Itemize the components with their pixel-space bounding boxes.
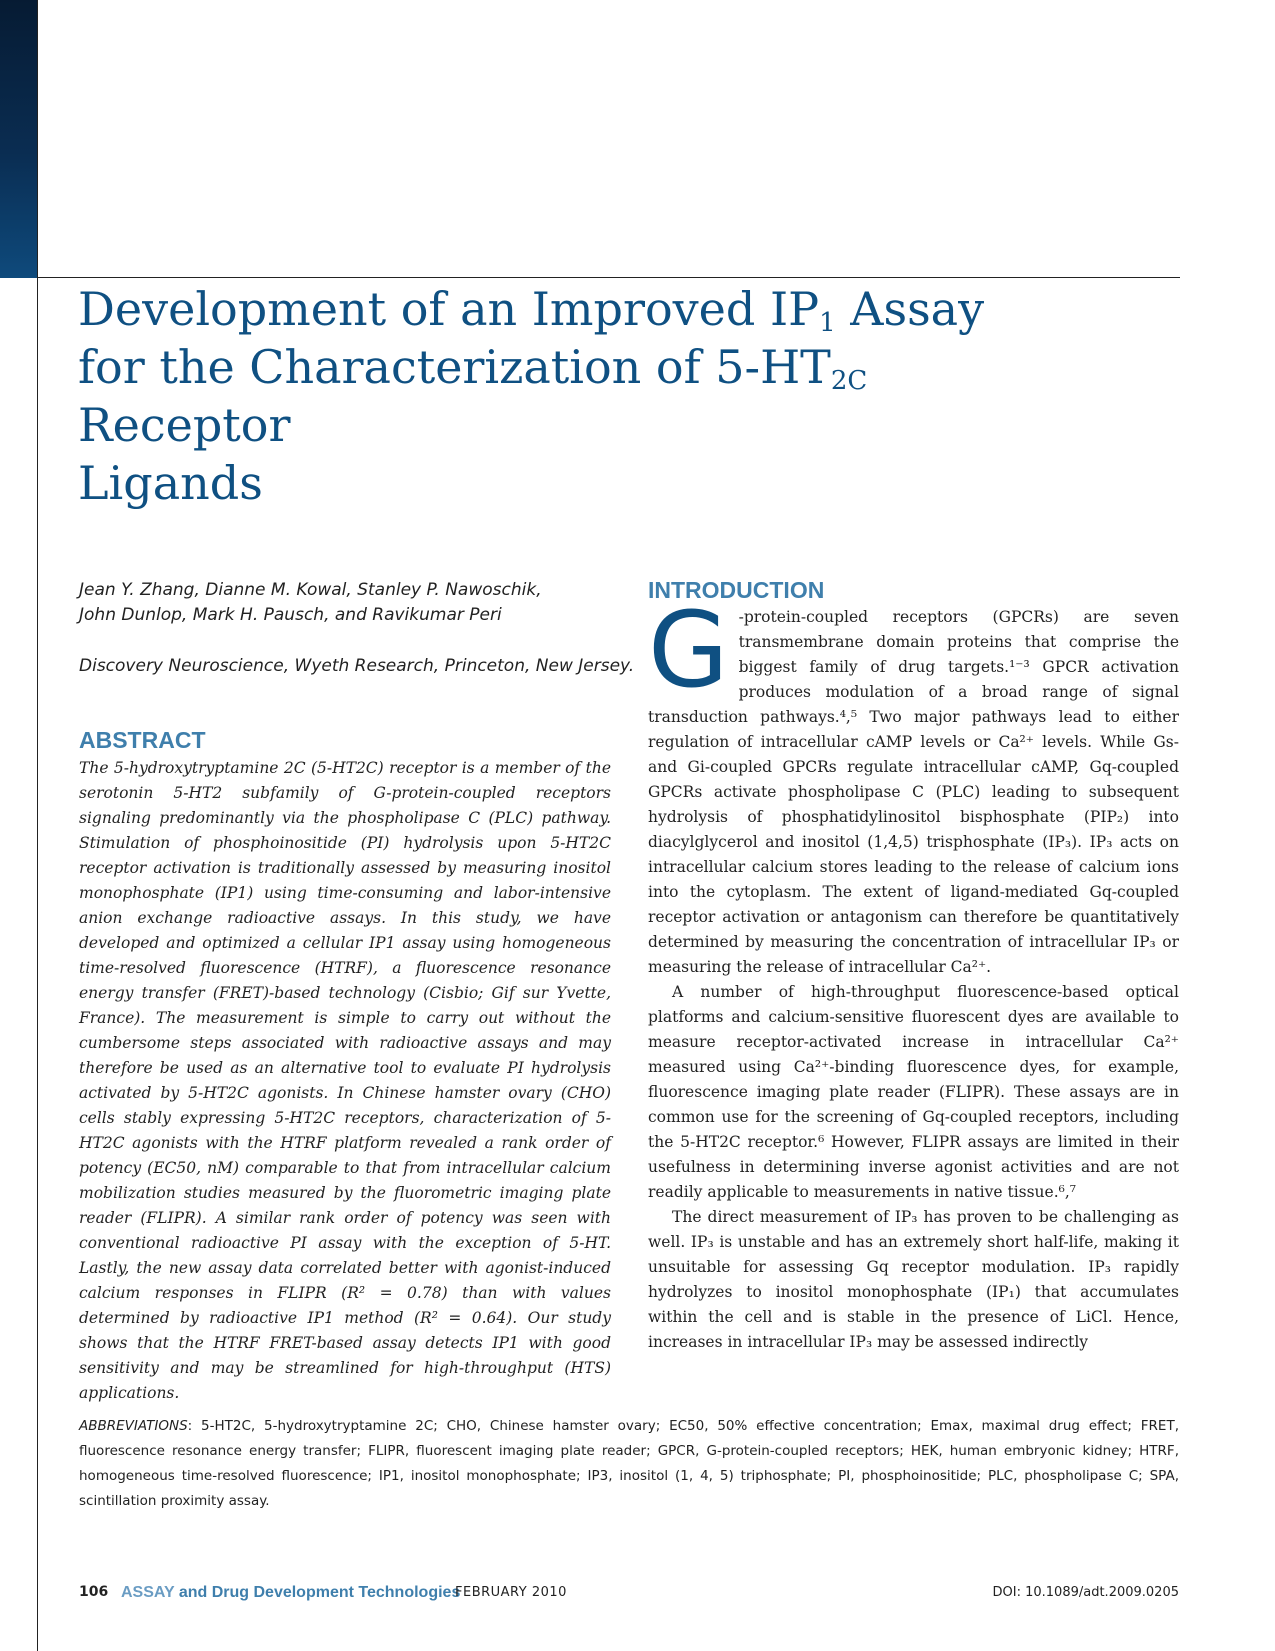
abbreviations-note bbox=[79, 1414, 1179, 1514]
header-rule bbox=[37, 277, 1180, 278]
page-number: 106 bbox=[79, 1584, 109, 1600]
intro-paragraph-2: A number of high-throughput fluorescence-based optical platforms and calcium-sensitive fluorescent dyes are available to measure receptor-activated increase in intracellular Ca²⁺ measured using Ca²⁺-binding fluorescence dyes, for example, fluorescence imaging plate reader (FLIPR). These assays are in common use for the screening of Gq-coupled receptors, including the 5-HT2C receptor.⁶ However, FLIPR assays are limited in their usefulness in determining inverse agonist activities and are not readily applicable to measurements in native tissue.⁶,⁷ bbox=[648, 983, 1179, 1201]
journal-name: ASSAY and Drug Development Technologies bbox=[121, 1584, 461, 1601]
author-list bbox=[79, 578, 639, 628]
introduction-body bbox=[648, 605, 1179, 1355]
corner-color-block bbox=[0, 0, 37, 278]
introduction-heading: INTRODUCTION bbox=[648, 577, 825, 603]
abstract-body: The 5-hydroxytryptamine 2C (5-HT2C) receptor is a member of the serotonin 5-HT2 subfamily of G-protein-coupled receptors signaling predominantly via the phospholipase C (PLC) pathway. Stimulation of phosphoinositide (PI) hydrolysis upon 5-HT2C receptor activation is traditionally assessed by measuring inositol monophosphate (IP1) using time-consuming and labor-intensive anion exchange radioactive assays. In this study, we have developed and optimized a cellular IP1 assay using homogeneous time-resolved fluorescence (HTRF), a fluorescence resonance energy transfer (FRET)-based technology (Cisbio; Gif sur Yvette, France). The measurement is simple to carry out without the cumbersome steps associated with radioactive assays and may therefore be used as an alternative tool to evaluate PI hydrolysis activated by 5-HT2C agonists. In Chinese hamster ovary (CHO) cells stably expressing 5-HT2C receptors, characterization of 5-HT2C agonists with the HTRF platform revealed a rank order of potency (EC50, nM) comparable to that from intracellular calcium mobilization studies measured by the fluorometric imaging plate reader (FLIPR). A similar rank order of potency was seen with conventional radioactive PI assay with the exception of 5-HT. Lastly, the new assay data correlated better with agonist-induced calcium responses in FLIPR (R² = 0.78) than with values determined by radioactive IP1 method (R² = 0.64). Our study shows that the HTRF FRET-based assay detects IP1 with good sensitivity and may be streamlined for high-throughput (HTS) applications. bbox=[79, 759, 611, 1402]
article-title: Development of an Improved $IP_1$ Assay for the Characterization of $5-HT_{2C}$ Receptor Ligands bbox=[78, 282, 985, 510]
left-margin-rule bbox=[37, 0, 38, 1651]
page-footer bbox=[79, 1584, 1179, 1606]
abbreviations-text: : 5-HT2C, 5-hydroxytryptamine 2C; CHO, Chinese hamster ovary; EC50, 50% effective concentration; Emax, maximal drug effect; FRET, fluorescence resonance energy transfer; FLIPR, fluorescent imaging plate reader; GPCR, G-protein-coupled receptors; HEK, human embryonic kidney; HTRF, homogeneous time-resolved fluorescence; IP1, inositol monophosphate; IP3, inositol (1, 4, 5) triphosphate; PI, phosphoinositide; PLC, phospholipase C; SPA, scintillation proximity assay. bbox=[79, 1418, 1179, 1509]
authors-line-2: John Dunlop, Mark H. Pausch, and Ravikumar Peri bbox=[79, 605, 502, 625]
intro-paragraph-1: G -protein-coupled receptors (GPCRs) are seven transmembrane domain proteins that comprise the biggest family of drug targets.¹⁻³ GPCR activation produces modulation of a broad range of signal transduction pathways.⁴,⁵ Two major pathways lead to either regulation of intracellular cAMP levels or Ca²⁺ levels. While Gs- and Gi-coupled GPCRs regulate intracellular cAMP, Gq-coupled GPCRs activate phospholipase C (PLC) leading to subsequent hydrolysis of phosphatidylinositol bisphosphate (PIP₂) into diacylglycerol and inositol (1,4,5) trisphosphate (IP₃). IP₃ acts on intracellular calcium stores leading to the release of calcium ions into the cytoplasm. The extent of ligand-mediated Gq-coupled receptor activation or antagonism can therefore be quantitatively determined by measuring the concentration of intracellular IP₃ or measuring the release of intracellular Ca²⁺. bbox=[648, 605, 1179, 976]
affiliation: Discovery Neuroscience, Wyeth Research, Princeton, New Jersey. bbox=[79, 656, 635, 676]
drop-cap: G bbox=[648, 605, 729, 711]
intro-paragraph-3: The direct measurement of IP₃ has proven to be challenging as well. IP₃ is unstable and has an extremely short half-life, making it unsuitable for assessing Gq receptor modulation. IP₃ rapidly hydrolyzes to inositol monophosphate (IP₁) that accumulates within the cell and is stable in the presence of LiCl. Hence, increases in intracellular IP₃ may be assessed indirectly bbox=[648, 1208, 1179, 1351]
abstract-heading: ABSTRACT bbox=[79, 727, 206, 753]
doi: DOI: 10.1089/adt.2009.0205 bbox=[992, 1585, 1179, 1600]
authors-line-1: Jean Y. Zhang, Dianne M. Kowal, Stanley P. Nawoschik, bbox=[79, 580, 542, 600]
abbreviations-label: ABBREVIATIONS bbox=[79, 1418, 188, 1434]
issue-date: FEBRUARY 2010 bbox=[455, 1585, 567, 1600]
